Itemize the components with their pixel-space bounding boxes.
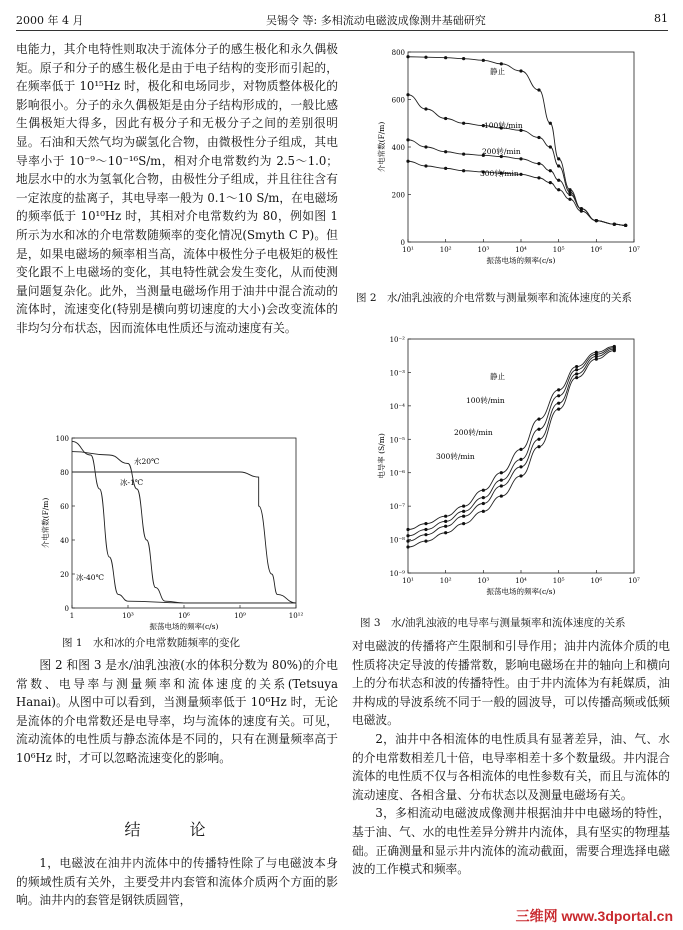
data-point <box>444 531 447 534</box>
data-point <box>406 160 409 163</box>
figure-3-caption: 图 3 水/油乳浊液的电导率与测量频率和流体速度的关系 <box>360 617 626 629</box>
data-point <box>482 510 485 513</box>
series-label: 100转/min <box>466 396 505 405</box>
data-point <box>613 349 616 352</box>
y-tick-label: 40 <box>60 537 69 545</box>
issue-date: 2000 年 4 月 <box>16 14 84 27</box>
data-point <box>568 193 571 196</box>
data-point <box>462 522 465 525</box>
series-label: 200转/min <box>482 147 521 156</box>
data-point <box>557 402 560 405</box>
data-point <box>575 368 578 371</box>
figure-1-chart <box>16 428 338 630</box>
data-point <box>557 179 560 182</box>
data-point <box>424 56 427 59</box>
data-point <box>519 157 522 160</box>
data-point <box>444 56 447 59</box>
data-point <box>406 534 409 537</box>
y-axis-label: 电导率 (S/m) <box>377 433 386 479</box>
series-label: 300转/min <box>480 169 519 178</box>
x-tick-label: 10² <box>439 246 452 254</box>
running-header <box>16 10 668 31</box>
y-tick-label: 100 <box>55 435 69 443</box>
data-point <box>575 365 578 368</box>
data-point <box>568 198 571 201</box>
data-point <box>537 428 540 431</box>
figure-2-caption: 图 2 水/油乳浊液的介电常数与测量频率和流体速度的关系 <box>356 292 633 304</box>
y-tick-label: 10⁻⁷ <box>389 503 405 512</box>
plot-frame <box>72 438 296 608</box>
data-point <box>537 88 540 91</box>
data-point <box>595 219 598 222</box>
data-point <box>424 164 427 167</box>
watermark: 三维网 www.3dportal.cn <box>515 908 673 924</box>
data-point <box>444 520 447 523</box>
data-point <box>444 525 447 528</box>
data-point <box>557 188 560 191</box>
y-tick-label: 10⁻³ <box>389 369 405 378</box>
x-tick-label: 10⁶ <box>178 612 190 620</box>
data-point <box>500 494 503 497</box>
y-tick-label: 60 <box>60 503 69 511</box>
x-tick-label: 10⁵ <box>552 246 565 254</box>
data-point <box>549 169 552 172</box>
x-tick-label: 10³ <box>122 612 134 620</box>
series-line-1 <box>408 95 626 226</box>
data-point <box>519 474 522 477</box>
paragraph: 电能力，其介电特性则取决于流体分子的感生极化和永久偶极矩。原子和分子的感生极化是由于电子结构的变形而引起的，在频率低于 10¹⁵Hz 时，极化和电场同步，对物质整体极化的影响很小。分子的永久偶极矩是由分子结构形成的，一般比感生偶极矩大得多，因此有极分子和无极分子之间的差别很明显。石油和天然气均为碳氢化合物，由微极性分子组成，其电导率小于 10⁻⁹～10⁻¹⁶S/m，相对介电常数约为 2.5～1.0；地层水中的水为氢氧化合物，由极性分子组成，并且往往含有一定浓度的盐离子，其电导率一般为 0.1～10 S/m，在电磁场的频率低于 10¹⁰Hz 时，其相对介电常数约为 80，例如图 1 所示为水和冰的介电常数随频率的变化情况(Smyth C P)。但是，如果电磁场的频率相当高，流体中极性分子电极矩的极性变化跟不上电磁场的变化，其电特性就会发生变化，从而使测量问题复杂化。此外，当测量电磁场作用于油井中混合流动的流体时，流速变化(特别是横向剪切速度的大小)会改变流体的非均匀分布状态，因而流体电性质还与流动速度有关。 <box>16 42 338 335</box>
data-point <box>500 479 503 482</box>
paragraph: 2，油井中各相流体的电性质具有显著差异，油、气、水的介电常数相差几十倍，电导率相差十多个数量级。井内混合流体的电性质不仅与各相流体的电性参数有关，而且与流体的流动速度、各相含量、分布状态以及测量电磁场有关。 <box>352 731 670 802</box>
data-point <box>549 122 552 125</box>
y-axis-label: 介电常数(F/m) <box>41 497 50 549</box>
x-tick-label: 10³ <box>477 246 490 254</box>
data-point <box>557 388 560 391</box>
data-point <box>424 145 427 148</box>
body-text-left-bottom <box>16 656 338 768</box>
data-point <box>519 458 522 461</box>
y-tick-label: 0 <box>400 239 405 247</box>
data-point <box>500 471 503 474</box>
data-point <box>557 164 560 167</box>
data-point <box>557 394 560 397</box>
y-tick-label: 10⁻² <box>389 336 405 344</box>
y-tick-label: 0 <box>64 605 69 613</box>
data-point <box>575 376 578 379</box>
y-tick-label: 10⁻⁹ <box>389 570 405 578</box>
series-line-0 <box>408 57 626 226</box>
data-point <box>424 533 427 536</box>
page-number: 81 <box>654 12 668 25</box>
data-point <box>462 122 465 125</box>
data-point <box>424 528 427 531</box>
data-point <box>624 224 627 227</box>
data-point <box>424 107 427 110</box>
data-point <box>519 173 522 176</box>
data-point <box>519 69 522 72</box>
data-point <box>537 176 540 179</box>
data-point <box>406 138 409 141</box>
paragraph: 图 2 和图 3 是水/油乳浊液(水的体积分数为 80%)的介电常数、电导率与测量频率和流体速度的关系(Tetsuya Hanai)。从图中可以看到，当测量频率低于 10⁶Hz 时，无论是流体的介电常数还是电导率，均与流体的速度有关。可见，流动流体的电性质与静态流体是不同的，只有在测量频率高于 10⁶Hz 时，才可以忽略流速变化的影响。 <box>16 658 339 765</box>
series-line-2 <box>72 441 296 603</box>
data-point <box>500 62 503 65</box>
data-point <box>537 418 540 421</box>
data-point <box>444 117 447 120</box>
section-heading: 结 论 <box>124 820 228 839</box>
x-tick-label: 10⁶ <box>590 577 603 585</box>
data-point <box>424 540 427 543</box>
data-point <box>444 515 447 518</box>
x-tick-label: 10¹ <box>402 577 414 585</box>
x-tick-label: 10¹² <box>288 612 304 620</box>
running-title: 吴锡令 等: 多相流动电磁波成像测井基础研究 <box>266 14 486 27</box>
data-point <box>444 167 447 170</box>
x-tick-label: 10⁴ <box>515 246 527 254</box>
data-point <box>537 136 540 139</box>
y-tick-label: 10⁻⁴ <box>389 402 405 411</box>
x-tick-label: 10⁴ <box>515 577 527 585</box>
series-label: 冰-40℃ <box>76 573 104 582</box>
data-point <box>537 438 540 441</box>
data-point <box>482 496 485 499</box>
series-label: 水20℃ <box>134 457 160 466</box>
x-tick-label: 10⁷ <box>628 246 640 254</box>
data-point <box>406 545 409 548</box>
series-label: 200转/min <box>454 428 493 437</box>
y-axis-label: 介电常数(F/m) <box>377 121 386 173</box>
x-tick-label: 10⁷ <box>628 577 640 585</box>
data-point <box>462 169 465 172</box>
data-point <box>549 145 552 148</box>
figure-2-chart <box>352 40 668 280</box>
series-line-1 <box>72 452 296 603</box>
data-point <box>595 358 598 361</box>
series-line-1 <box>408 348 614 536</box>
body-text-left-top <box>16 40 338 338</box>
data-point <box>462 505 465 508</box>
data-point <box>406 93 409 96</box>
y-tick-label: 80 <box>60 469 69 477</box>
paragraph: 3，多相流动电磁波成像测井根据油井中电磁场的特性，基于油、气、水的电性差异分辨井内流体，具有坚实的物理基础。正确测量和显示井内流体的流动截面，需要合理选择电磁波的工作模式和频率。 <box>352 806 670 877</box>
series-label: 冰-1℃ <box>120 478 144 487</box>
data-point <box>462 510 465 513</box>
data-point <box>406 55 409 58</box>
x-tick-label: 10⁶ <box>590 246 603 254</box>
x-tick-label: 10⁹ <box>234 612 246 620</box>
x-tick-label: 10³ <box>477 577 490 585</box>
conclusion-text-left <box>16 854 338 910</box>
paragraph: 1，电磁波在油井内流体中的传播特性除了与电磁波本身的频域性质有关外，主要受井内套管和流体介质两个方面的影响。油井内的套管是钢铁质圆管， <box>16 856 338 908</box>
data-point <box>462 153 465 156</box>
data-point <box>482 502 485 505</box>
data-point <box>406 540 409 543</box>
data-point <box>462 515 465 518</box>
data-point <box>557 157 560 160</box>
y-tick-label: 400 <box>391 144 405 152</box>
x-axis-label: 振荡电场的频率(c/s) <box>149 622 219 630</box>
data-point <box>482 489 485 492</box>
x-axis-label: 振荡电场的频率(c/s) <box>486 256 556 265</box>
x-tick-label: 1 <box>69 612 75 620</box>
data-point <box>613 223 616 226</box>
x-tick-label: 10¹ <box>402 246 414 254</box>
data-point <box>537 445 540 448</box>
series-label: 100转/min <box>484 121 523 130</box>
data-point <box>519 465 522 468</box>
data-point <box>462 57 465 60</box>
y-tick-label: 200 <box>391 191 405 200</box>
data-point <box>575 372 578 375</box>
data-point <box>482 59 485 62</box>
series-label: 静止 <box>490 372 505 381</box>
y-tick-label: 600 <box>391 96 405 105</box>
paragraph: 对电磁波的传播将产生限制和引导作用；油井内流体介质的电性质将决定导波的传播常数，影响电磁场在井的轴向上和横向上的分布状态和波的传播特性。由于井内流体为有耗媒质，油井构成的导波系统不同于一般的圆波导，可以传播高频或低频电磁波。 <box>352 639 670 728</box>
data-point <box>424 522 427 525</box>
plot-frame <box>408 52 634 242</box>
x-axis-label: 振荡电场的频率(c/s) <box>486 587 556 596</box>
series-label: 300转/min <box>436 452 475 461</box>
figure-3-chart <box>352 325 668 610</box>
y-tick-label: 20 <box>60 571 69 579</box>
data-point <box>500 484 503 487</box>
data-point <box>580 210 583 213</box>
y-tick-label: 800 <box>391 49 405 57</box>
series-line-2 <box>408 349 614 541</box>
series-label: 静止 <box>490 67 505 76</box>
body-text-right <box>352 637 670 879</box>
data-point <box>549 181 552 184</box>
y-tick-label: 10⁻⁶ <box>389 469 405 478</box>
x-tick-label: 10² <box>439 577 452 585</box>
y-tick-label: 10⁻⁸ <box>389 536 405 545</box>
data-point <box>444 150 447 153</box>
y-tick-label: 10⁻⁵ <box>389 436 405 445</box>
data-point <box>519 448 522 451</box>
data-point <box>557 407 560 410</box>
data-point <box>537 162 540 165</box>
x-tick-label: 10⁵ <box>552 577 565 585</box>
figure-1-caption: 图 1 水和冰的介电常数随频率的变化 <box>62 637 241 649</box>
data-point <box>406 528 409 531</box>
